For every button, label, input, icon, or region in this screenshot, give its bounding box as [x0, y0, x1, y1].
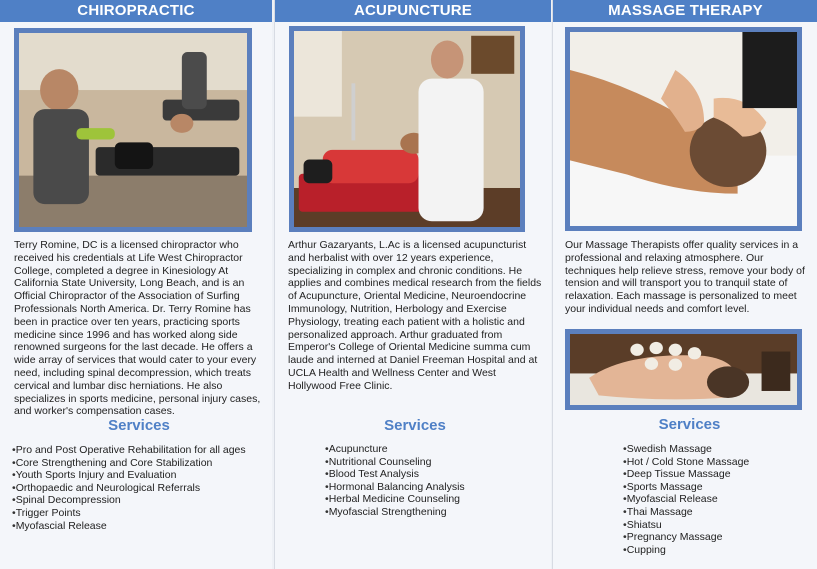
list-item: • Blood Test Analysis — [325, 468, 535, 481]
acupuncture-services-list — [325, 443, 535, 519]
list-item: • Herbal Medicine Counseling — [325, 493, 535, 506]
list-item: • Trigger Points — [12, 507, 270, 520]
list-item: • Nutritional Counseling — [325, 456, 535, 469]
massage-services-list — [623, 443, 813, 556]
list-item: • Myofascial Release — [623, 493, 813, 506]
list-item: • Core Strengthening and Core Stabilization — [12, 457, 270, 470]
acupuncture-bio: Arthur Gazaryants, L.Ac is a licensed acupuncturist and herbalist with over 12 years experience, specializing in complex and chronic conditions. He applies and combines medical research from the fields of Acupuncture, Oriental Medicine, Neuroendocrine Immunology, Nutrition, Herbology and Exercise Physiology, treating each patient with a holistic and personalized approach. Arthur graduated from Emperor's College of Oriental Medicine summa cum laude and interned at Daniel Freeman Hospital and at UCLA Health and Wellness Center and West Hollywood Free Clinic. — [288, 239, 542, 392]
massage-photo — [565, 27, 802, 231]
list-item: • Pregnancy Massage — [623, 531, 813, 544]
list-item: • Myofascial Strengthening — [325, 506, 535, 519]
list-item: • Orthopaedic and Neurological Referrals — [12, 482, 270, 495]
chiropractic-panel — [0, 0, 272, 569]
chiropractic-photo — [14, 28, 252, 232]
acupuncture-photo — [289, 26, 525, 232]
list-item: • Thai Massage — [623, 506, 813, 519]
list-item: • Spinal Decompression — [12, 494, 270, 507]
massage-cupping-photo — [565, 329, 802, 410]
list-item: • Pro and Post Operative Rehabilitation for all ages — [12, 444, 270, 457]
massage-heading: MASSAGE THERAPY — [553, 0, 817, 22]
massage-panel — [552, 0, 817, 569]
massage-bio: Our Massage Therapists offer quality services in a professional and relaxing atmosphere. Our techniques help relieve stress, remove your body of tension and will transport you to tranquil state of relaxation. Each massage is personalized to meet your individual needs and comfort level. — [565, 239, 805, 315]
list-item: • Shiatsu — [623, 519, 813, 532]
list-item: • Sports Massage — [623, 481, 813, 494]
chiropractic-services-list — [12, 444, 270, 532]
list-item: • Deep Tissue Massage — [623, 468, 813, 481]
chiropractic-services-title: Services — [108, 417, 170, 434]
acupuncture-heading: ACUPUNCTURE — [275, 0, 551, 22]
list-item: • Swedish Massage — [623, 443, 813, 456]
list-item: • Hormonal Balancing Analysis — [325, 481, 535, 494]
list-item: • Youth Sports Injury and Evaluation — [12, 469, 270, 482]
chiropractic-bio: Terry Romine, DC is a licensed chiropractor who received his credentials at Life West Chiropractor College, completed a degree in Kinesiology At California State University, Long Beach, and is an Official Chiropractor of the Association of Surfing Professionals North America. Dr. Terry Romine has been in practice over ten years, practicing sports medicine since 1996 and has worked along side renowned surgeons for the last decade. He offers a wide array of services that would cater to your every need, including spinal decompression, which treats cervical and lumbar disc herniations. He also specializes in sports medicine, personal injury cases, and worker's compensation cases. — [14, 239, 261, 418]
list-item: • Myofascial Release — [12, 520, 270, 533]
list-item: • Hot / Cold Stone Massage — [623, 456, 813, 469]
list-item: • Cupping — [623, 544, 813, 557]
chiropractic-heading: CHIROPRACTIC — [0, 0, 272, 22]
massage-services-title: Services — [658, 416, 721, 433]
list-item: • Acupuncture — [325, 443, 535, 456]
acupuncture-services-title: Services — [384, 417, 446, 434]
acupuncture-panel — [274, 0, 551, 569]
